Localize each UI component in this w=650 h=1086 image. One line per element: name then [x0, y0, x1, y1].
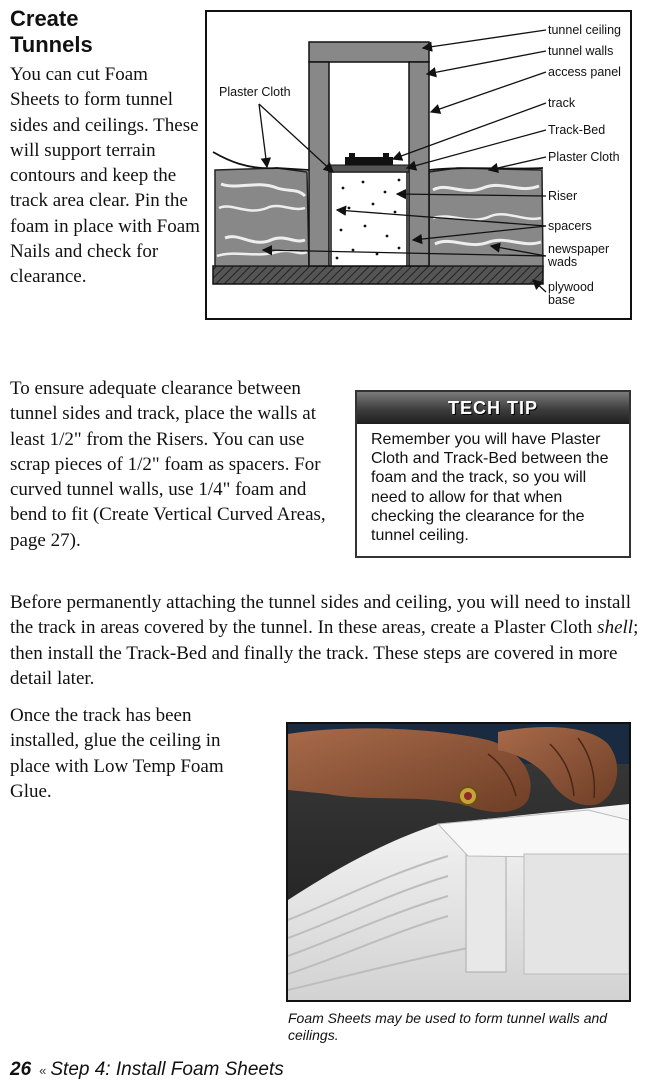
label-track-bed: Track-Bed: [548, 123, 606, 137]
page-footer: [10, 1058, 284, 1083]
page-heading: [10, 6, 93, 58]
label-plaster-cloth-right: Plaster Cloth: [548, 150, 620, 164]
shell-emphasis: shell: [597, 617, 634, 639]
tunnel-ceiling: [309, 42, 429, 62]
shell-text-before: Before permanently attaching the tunnel sides and ceiling, you will need to install the track in areas covered by the tunnel. In these areas, create a Plaster Cloth: [10, 592, 632, 639]
footer-section-title: Step 4: Install Foam Sheets: [50, 1059, 284, 1080]
label-plaster-cloth-left: Plaster Cloth: [219, 85, 291, 99]
shell-paragraph: [10, 590, 640, 691]
label-base: base: [548, 293, 576, 307]
footer-separator: «: [39, 1063, 47, 1078]
label-tunnel-walls: tunnel walls: [548, 44, 614, 58]
intro-paragraph: You can cut Foam Sheets to form tunnel sides and ceilings. These will support terrain contours and keep the track area clear. Pin the foam in place with Foam Nails and check for clearance.: [10, 64, 200, 288]
tech-tip-box: [355, 390, 631, 558]
glue-paragraph: Once the track has been installed, glue the ceiling in place with Low Temp Foam Glue.: [10, 705, 224, 802]
page-number: 26: [10, 1059, 32, 1080]
tunnel-wall-left: [309, 62, 329, 266]
tunnel-cross-section-diagram: [205, 10, 632, 320]
label-riser: Riser: [548, 189, 578, 203]
label-access-panel: access panel: [548, 65, 621, 79]
tech-tip-body: Remember you will have Plaster Cloth and Track-Bed between the foam and the track, so you will need to allow for that when checking the clearance for the tunnel ceiling.: [371, 431, 609, 545]
diagram-svg: [207, 12, 630, 318]
photo-illustration: [288, 724, 629, 1000]
photo-caption: Foam Sheets may be used to form tunnel walls and ceilings.: [288, 1010, 608, 1043]
shell-text-after: ; then install the Track-Bed and finally the track. These steps are covered in more detail later.: [10, 617, 639, 689]
tech-tip-title: TECH TIP: [357, 392, 629, 424]
label-tunnel-ceiling: tunnel ceiling: [548, 23, 621, 37]
plaster-cloth-left: [213, 152, 309, 170]
foam-tunnel-photo: [286, 722, 631, 1002]
label-plywood: plywood: [548, 280, 594, 294]
plywood-base: [213, 266, 543, 284]
label-wads: wads: [548, 255, 578, 269]
track: [345, 157, 393, 165]
heading-line-1: Create: [10, 6, 79, 31]
heading-line-2: Tunnels: [10, 32, 93, 57]
tunnel-wall-right: [409, 62, 429, 266]
label-spacers: spacers: [548, 219, 592, 233]
track-bed: [329, 165, 409, 172]
clearance-paragraph: To ensure adequate clearance between tunnel sides and track, place the walls at least 1/2" from the Risers. You can use scrap pieces of 1/2" foam as spacers. For curved tunnel walls, use 1/4" foam and bend to fit (Create Vertical Curved Areas, page 27).: [10, 378, 326, 551]
label-newspaper: newspaper: [548, 242, 610, 256]
label-track: track: [548, 96, 576, 110]
